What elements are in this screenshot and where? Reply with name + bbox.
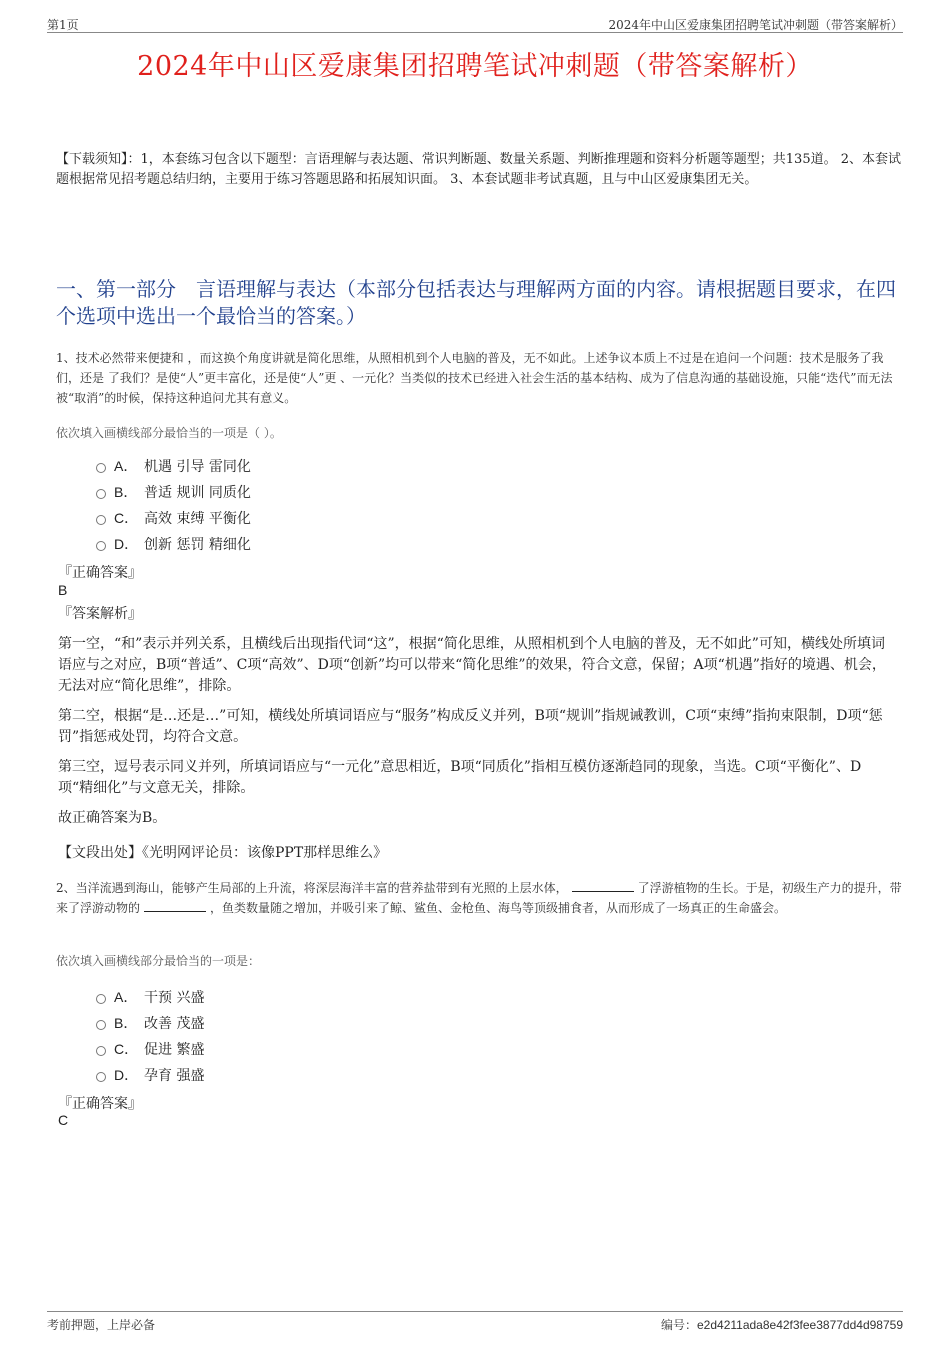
radio-button[interactable] [96,1020,106,1030]
analysis-label: 『答案解析』 [58,606,142,622]
question-2-text: 2、当洋流遇到海山，能够产生局部的上升流，将深层海洋丰富的营养盐带到有光照的上层水体， 了浮游植物的生长。于是，初级生产力的提升，带来了浮游动物的 ，鱼类数量随之增加，并吸引来了鲸、鲨鱼、金枪鱼、海鸟等顶级捕食者，从而形成了一场真正的生命盛会。 [56,881,902,915]
radio-button[interactable] [96,463,106,473]
radio-button[interactable] [96,489,106,499]
radio-button[interactable] [96,1072,106,1082]
option-a[interactable]: A． 干预 兴盛 [96,984,204,1010]
question-2-options [96,984,204,1088]
correct-answer: B [58,582,68,598]
page-header [47,14,903,33]
blank-line [144,899,206,912]
option-c[interactable]: C． 高效 束缚 平衡化 [96,505,251,531]
footer-slogan: 考前押题，上岸必备 [47,1318,156,1332]
option-d[interactable]: D． 创新 惩罚 精细化 [96,531,251,557]
analysis-conclusion: 故正确答案为B。 [58,810,167,826]
option-b[interactable]: B． 改善 茂盛 [96,1010,204,1036]
correct-answer-label: 『正确答案』 [58,1096,142,1112]
question-2-prompt: 依次填入画横线部分最恰当的一项是： [56,954,261,968]
header-doc-title: 2024年中山区爱康集团招聘笔试冲刺题（带答案解析） [608,18,903,32]
radio-button[interactable] [96,515,106,525]
question-1-options [96,453,251,557]
option-b[interactable]: B． 普适 规训 同质化 [96,479,251,505]
radio-button[interactable] [96,1046,106,1056]
radio-button[interactable] [96,541,106,551]
question-1-prompt: 依次填入画横线部分最恰当的一项是（ ）。 [56,426,282,440]
document-title: 2024年中山区爱康集团招聘笔试冲刺题（带答案解析） [137,51,813,82]
source-citation: 【文段出处】《光明网评论员：该像PPT那样思维么》 [58,845,388,861]
option-a[interactable]: A． 机遇 引导 雷同化 [96,453,251,479]
analysis-paragraph-1: 第一空，“和”表示并列关系，且横线后出现指代词“这”，根据“简化思维，从照相机到个人电脑的普及，无不如此”可知，横线处所填词语应与之对应，B项“普适”、C项“高效”、D项“创新”均可以带来“简化思维”的效果，符合文意，保留；A项“机遇”指好的境遇、机会，无法对应“简化思维”，排除。 [58,636,886,694]
question-1-text: 1、技术必然带来便捷和 ，而这换个角度讲就是简化思维，从照相机到个人电脑的普及，无不如此。上述争议本质上不过是在追问一个问题：技术是服务了我们，还是 了我们？是使“人”更丰富化，还是使“人”更 、一元化？当类似的技术已经进入社会生活的基本结构、成为了信息沟通的基础设施，只能“迭代”而无法被“取消”的时候，保持这种追问尤其有意义。 [56,351,893,405]
page-footer [47,1311,903,1330]
download-notice: 【下载须知】：1，本套练习包含以下题型：言语理解与表达题、常识判断题、数量关系题、判断推理题和资料分析题等题型；共135道。 2、本套试题根据常见招考题总结归纳，主要用于练习答题思路和拓展知识面。 3、本套试题非考试真题，且与中山区爱康集团无关。 [56,152,901,187]
radio-button[interactable] [96,994,106,1004]
section-heading: 一、第一部分 言语理解与表达（本部分包括表达与理解两方面的内容。请根据题目要求，在四个选项中选出一个最恰当的答案。） [56,277,896,328]
blank-line [572,879,634,892]
document-code: 编号：e2d4211ada8e42f3fee3877dd4d98759 [660,1318,903,1332]
correct-answer-label: 『正确答案』 [58,565,142,581]
option-d[interactable]: D． 孕育 强盛 [96,1062,204,1088]
correct-answer: C [58,1112,69,1128]
option-c[interactable]: C． 促进 繁盛 [96,1036,204,1062]
page-number: 第1页 [47,18,79,32]
analysis-paragraph-2: 第二空，根据“是…还是…”可知，横线处所填词语应与“服务”构成反义并列，B项“规训”指规诫教训，C项“束缚”指拘束限制，D项“惩罚”指惩戒处罚，均符合文意。 [58,708,883,745]
analysis-paragraph-3: 第三空，逗号表示同义并列，所填词语应与“一元化”意思相近，B项“同质化”指相互模仿逐渐趋同的现象，当选。C项“平衡化”、D项“精细化”与文意无关，排除。 [58,759,862,796]
